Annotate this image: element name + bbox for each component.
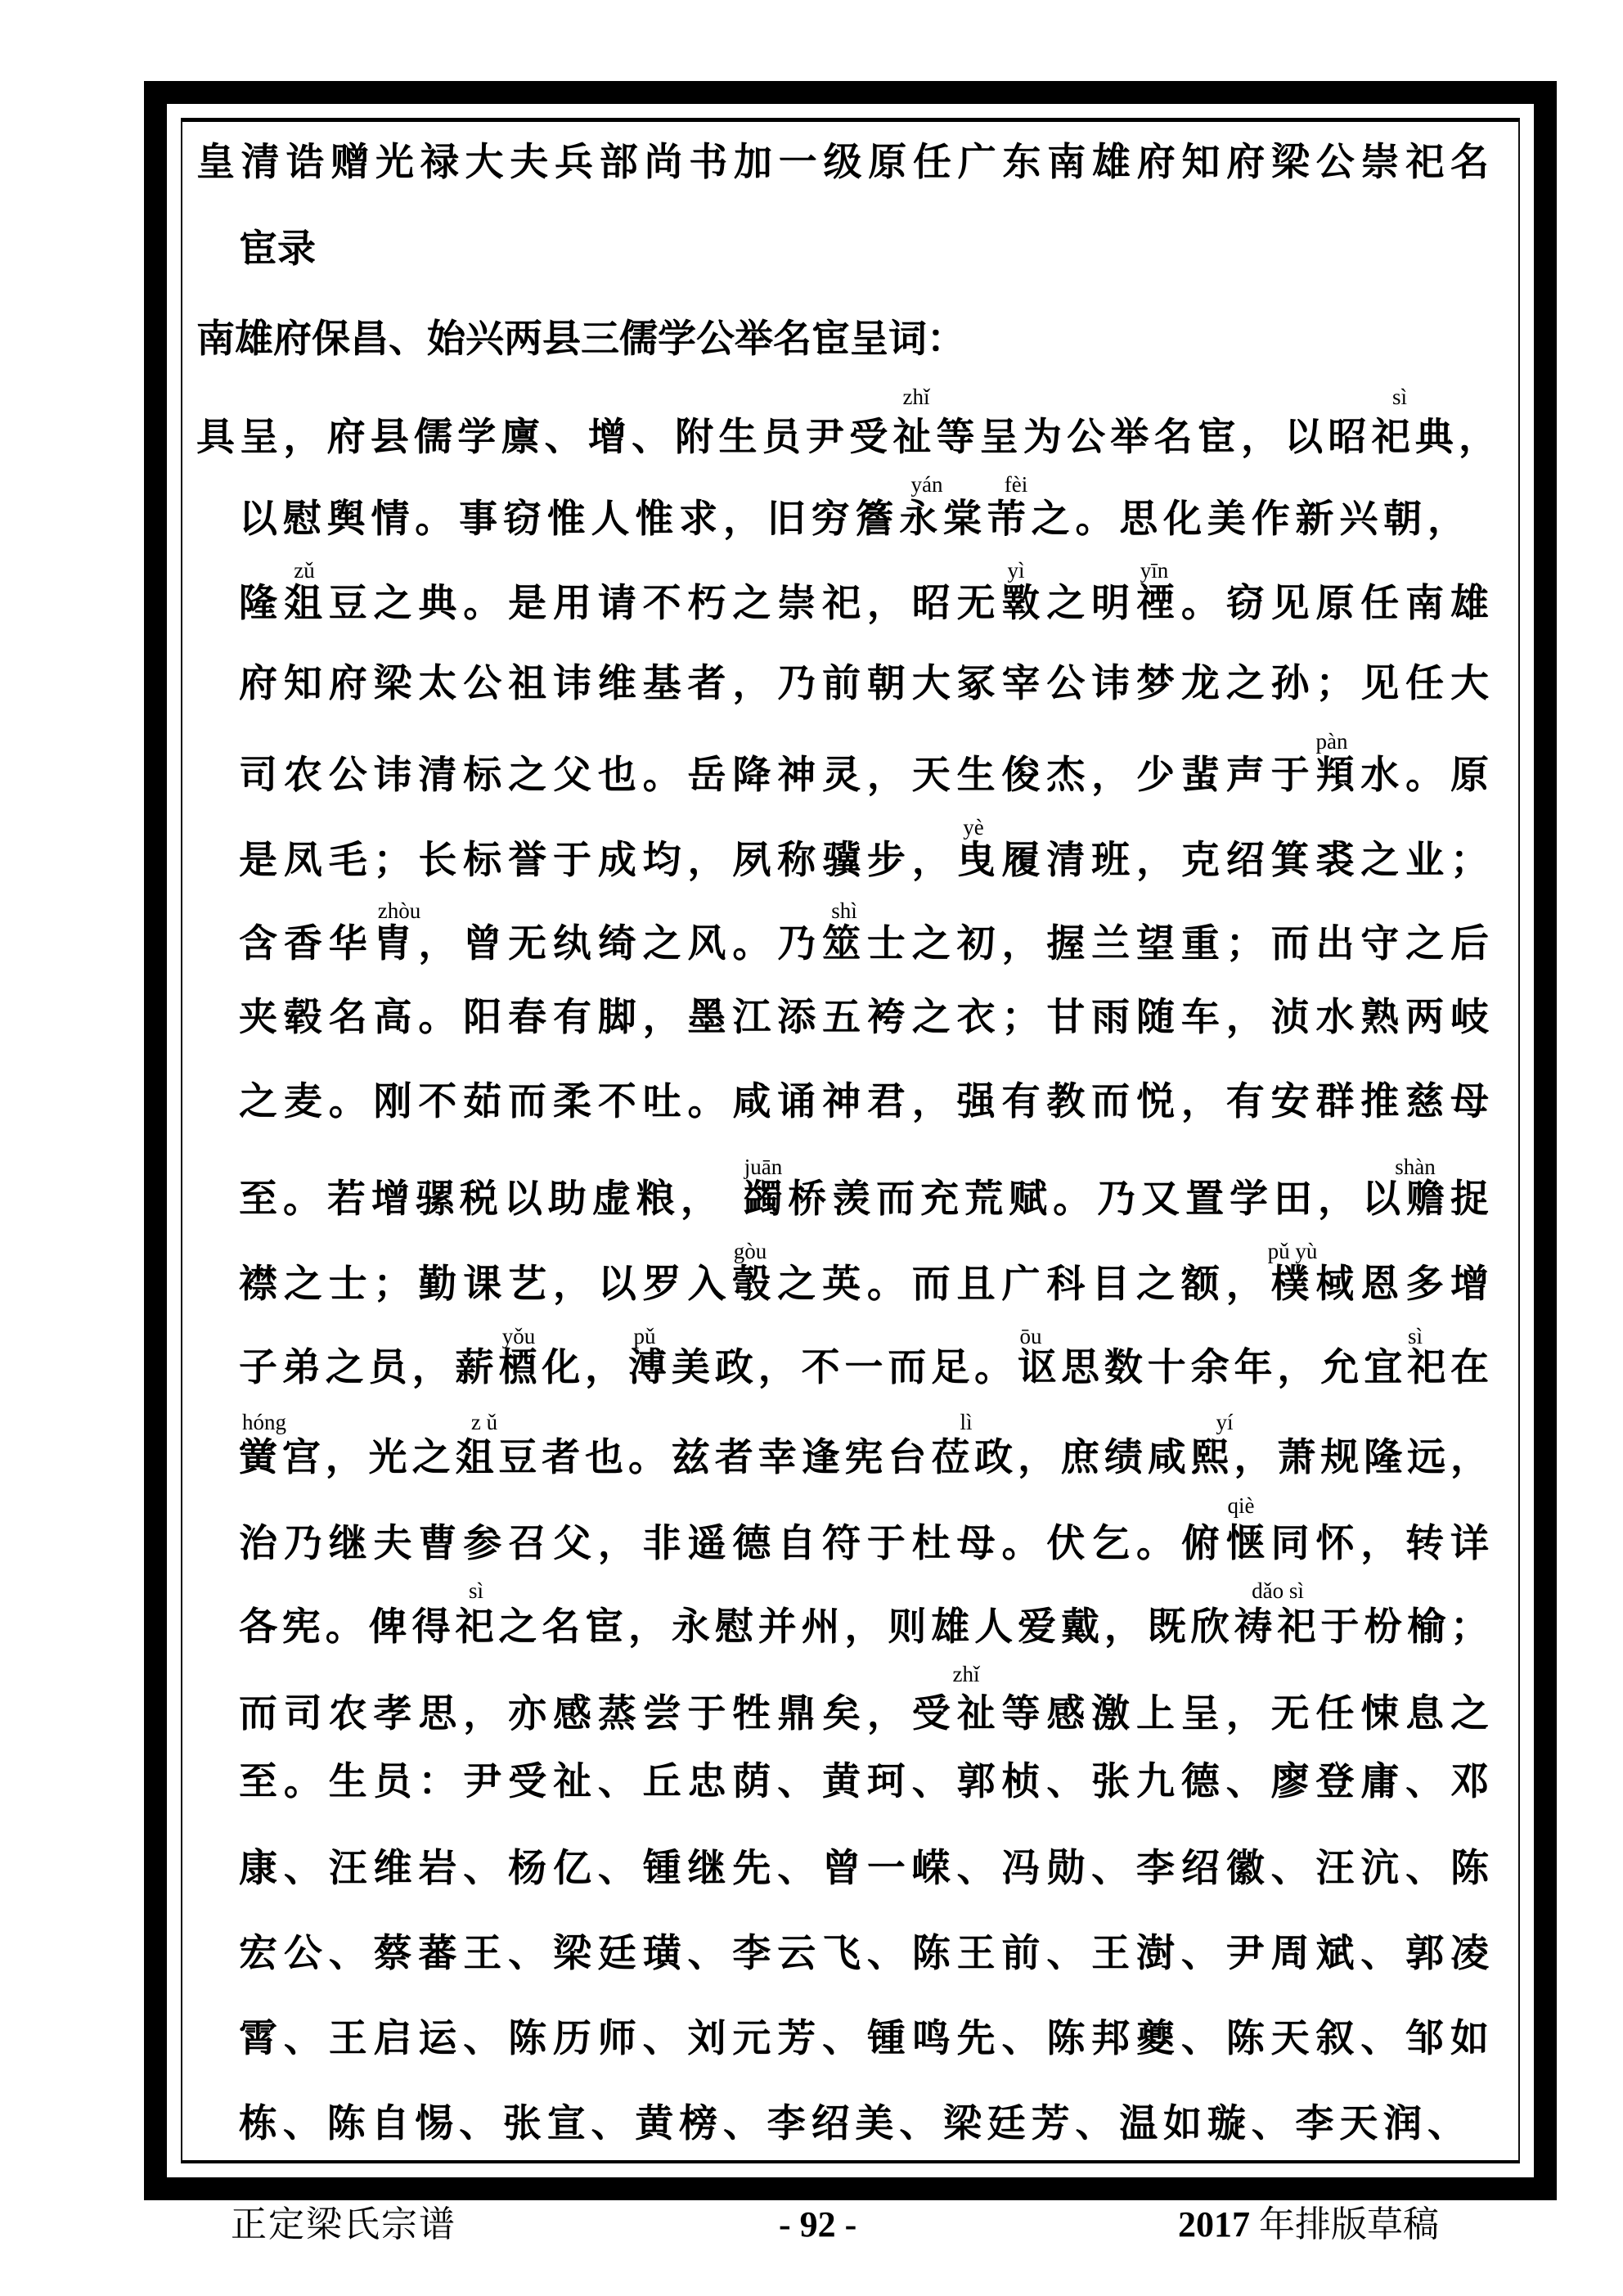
pinyin-annotation: sì <box>1391 385 1408 409</box>
pinyin-annotation: fèi <box>1004 472 1028 497</box>
pinyin-annotation: hóng <box>242 1410 286 1434</box>
body-line: 至。生员：尹受祉、丘忠荫、黄珂、郭桢、张九德、廖登庸、邓 <box>239 1759 1489 1804</box>
pinyin-annotation: yǒu <box>501 1324 536 1348</box>
body-line: 襟之士；勤课艺，以罗入彀之英。而且广科目之额，樸棫恩多增 <box>239 1262 1489 1307</box>
pinyin-annotation: sì <box>1407 1324 1423 1348</box>
body-line: 司农公讳清标之父也。岳降神灵，天生俊杰，少蜚声于頖水。原 <box>239 753 1489 798</box>
pinyin-annotation: pǔ <box>633 1324 656 1348</box>
pinyin-annotation: shàn <box>1395 1155 1436 1179</box>
body-line: 以慰舆情。事窃惟人惟求，旧穷簷永棠芾之。思化美作新兴朝， <box>239 497 1466 542</box>
body-line: 具呈，府县儒学廪、增、附生员尹受祉等呈为公举名宦，以昭祀典， <box>196 415 1497 460</box>
pinyin-annotation: qiè <box>1227 1493 1255 1518</box>
footer-draft-text: 年排版草稿 <box>1250 2204 1439 2244</box>
body-line: 而司农孝思，亦感蒸尝于牲鼎矣，受祉等感激上呈，无任悚息之 <box>239 1691 1489 1736</box>
body-line: 康、汪维岩、杨亿、锺继先、曾一嵘、冯勋、李绍徽、汪沆、陈 <box>239 1846 1489 1891</box>
body-line: 夹毂名高。阳春有脚，墨江添五袴之衣；甘雨随车，浈水熟两岐 <box>239 995 1489 1040</box>
body-line: 各宪。俾得祀之名宦，永慰并州，则雄人爱戴，既欣祷祀于枌榆； <box>239 1605 1489 1650</box>
pinyin-annotation: gòu <box>733 1239 767 1263</box>
body-line: 子弟之员，薪槱化，溥美政，不一而足。讴思数十余年，允宜祀在 <box>239 1345 1489 1390</box>
body-line: 黉宫，光之爼豆者也。兹者幸逢宪台莅政，庶绩咸熙，萧规隆远， <box>239 1435 1489 1480</box>
footer-book-title: 正定梁氏宗谱 <box>231 2204 456 2245</box>
body-line: 栋、陈自惕、张宣、黄榜、李绍美、梁廷芳、温如璇、李天润、 <box>239 2101 1466 2146</box>
pinyin-annotation: yīn <box>1140 558 1169 583</box>
pinyin-annotation: zhòu <box>377 898 421 923</box>
body-line: 是凤毛；长标誉于成均，夙称骥步，曳履清班，克绍箕裘之业； <box>239 838 1489 883</box>
body-line: 府知府梁太公祖讳维基者，乃前朝大冢宰公讳梦龙之孙；见任大 <box>239 661 1489 706</box>
body-line: 宏公、蔡蕃王、梁廷璜、李云飞、陈王前、王澍、尹周斌、郭凌 <box>239 1931 1489 1976</box>
pinyin-annotation: yí <box>1216 1410 1234 1434</box>
pinyin-annotation: yè <box>963 815 984 840</box>
footer-draft-note <box>1178 2204 1439 2246</box>
pinyin-annotation: zǔ <box>294 558 315 583</box>
pinyin-annotation: zhǐ <box>952 1662 980 1686</box>
body-line: 治乃继夫曹参召父，非遥德自符于杜母。伏乞。俯惬同怀，转详 <box>239 1521 1489 1566</box>
pinyin-annotation: juān <box>744 1155 783 1179</box>
body-line: 隆爼豆之典。是用请不朽之崇祀，昭无斁之明禋。窃见原任南雄 <box>239 581 1489 626</box>
pinyin-annotation: yán <box>910 472 943 497</box>
footer-year: 2017 <box>1178 2204 1250 2244</box>
document-title-line-1: 皇清诰赠光禄大夫兵部尚书加一级原任广东南雄府知府梁公崇祀名 <box>196 140 1489 185</box>
pinyin-annotation: shì <box>831 898 857 923</box>
document-title-line-2: 宦录 <box>239 227 316 272</box>
pinyin-annotation: zhǐ <box>902 385 930 409</box>
pinyin-annotation: pǔ yù <box>1267 1239 1318 1263</box>
pinyin-annotation: ōu <box>1019 1324 1042 1348</box>
pinyin-annotation: z ǔ <box>470 1410 498 1434</box>
pinyin-annotation: dǎo sì <box>1252 1578 1304 1603</box>
pinyin-annotation: lì <box>960 1410 973 1434</box>
page-number: - 92 - <box>779 2204 857 2244</box>
body-line: 含香华胄，曾无纨绮之风。乃筮士之初，握兰望重；而出守之后 <box>239 921 1489 966</box>
body-line: 至。若增骡税以助虚粮， 蠲桥羡而充荒赋。乃又置学田，以赡捉 <box>239 1177 1489 1222</box>
petition-heading: 南雄府保昌、始兴两县三儒学公举名宦呈词： <box>196 317 965 362</box>
body-line: 霄、王启运、陈历师、刘元芳、锺鸣先、陈邦夔、陈天叙、邹如 <box>239 2016 1489 2061</box>
pinyin-annotation: sì <box>468 1578 484 1603</box>
body-line: 之麦。刚不茹而柔不吐。咸诵神君，强有教而悦，有安群推慈母 <box>239 1079 1489 1124</box>
pinyin-annotation: pàn <box>1315 729 1348 754</box>
pinyin-annotation: yì <box>1007 558 1025 583</box>
